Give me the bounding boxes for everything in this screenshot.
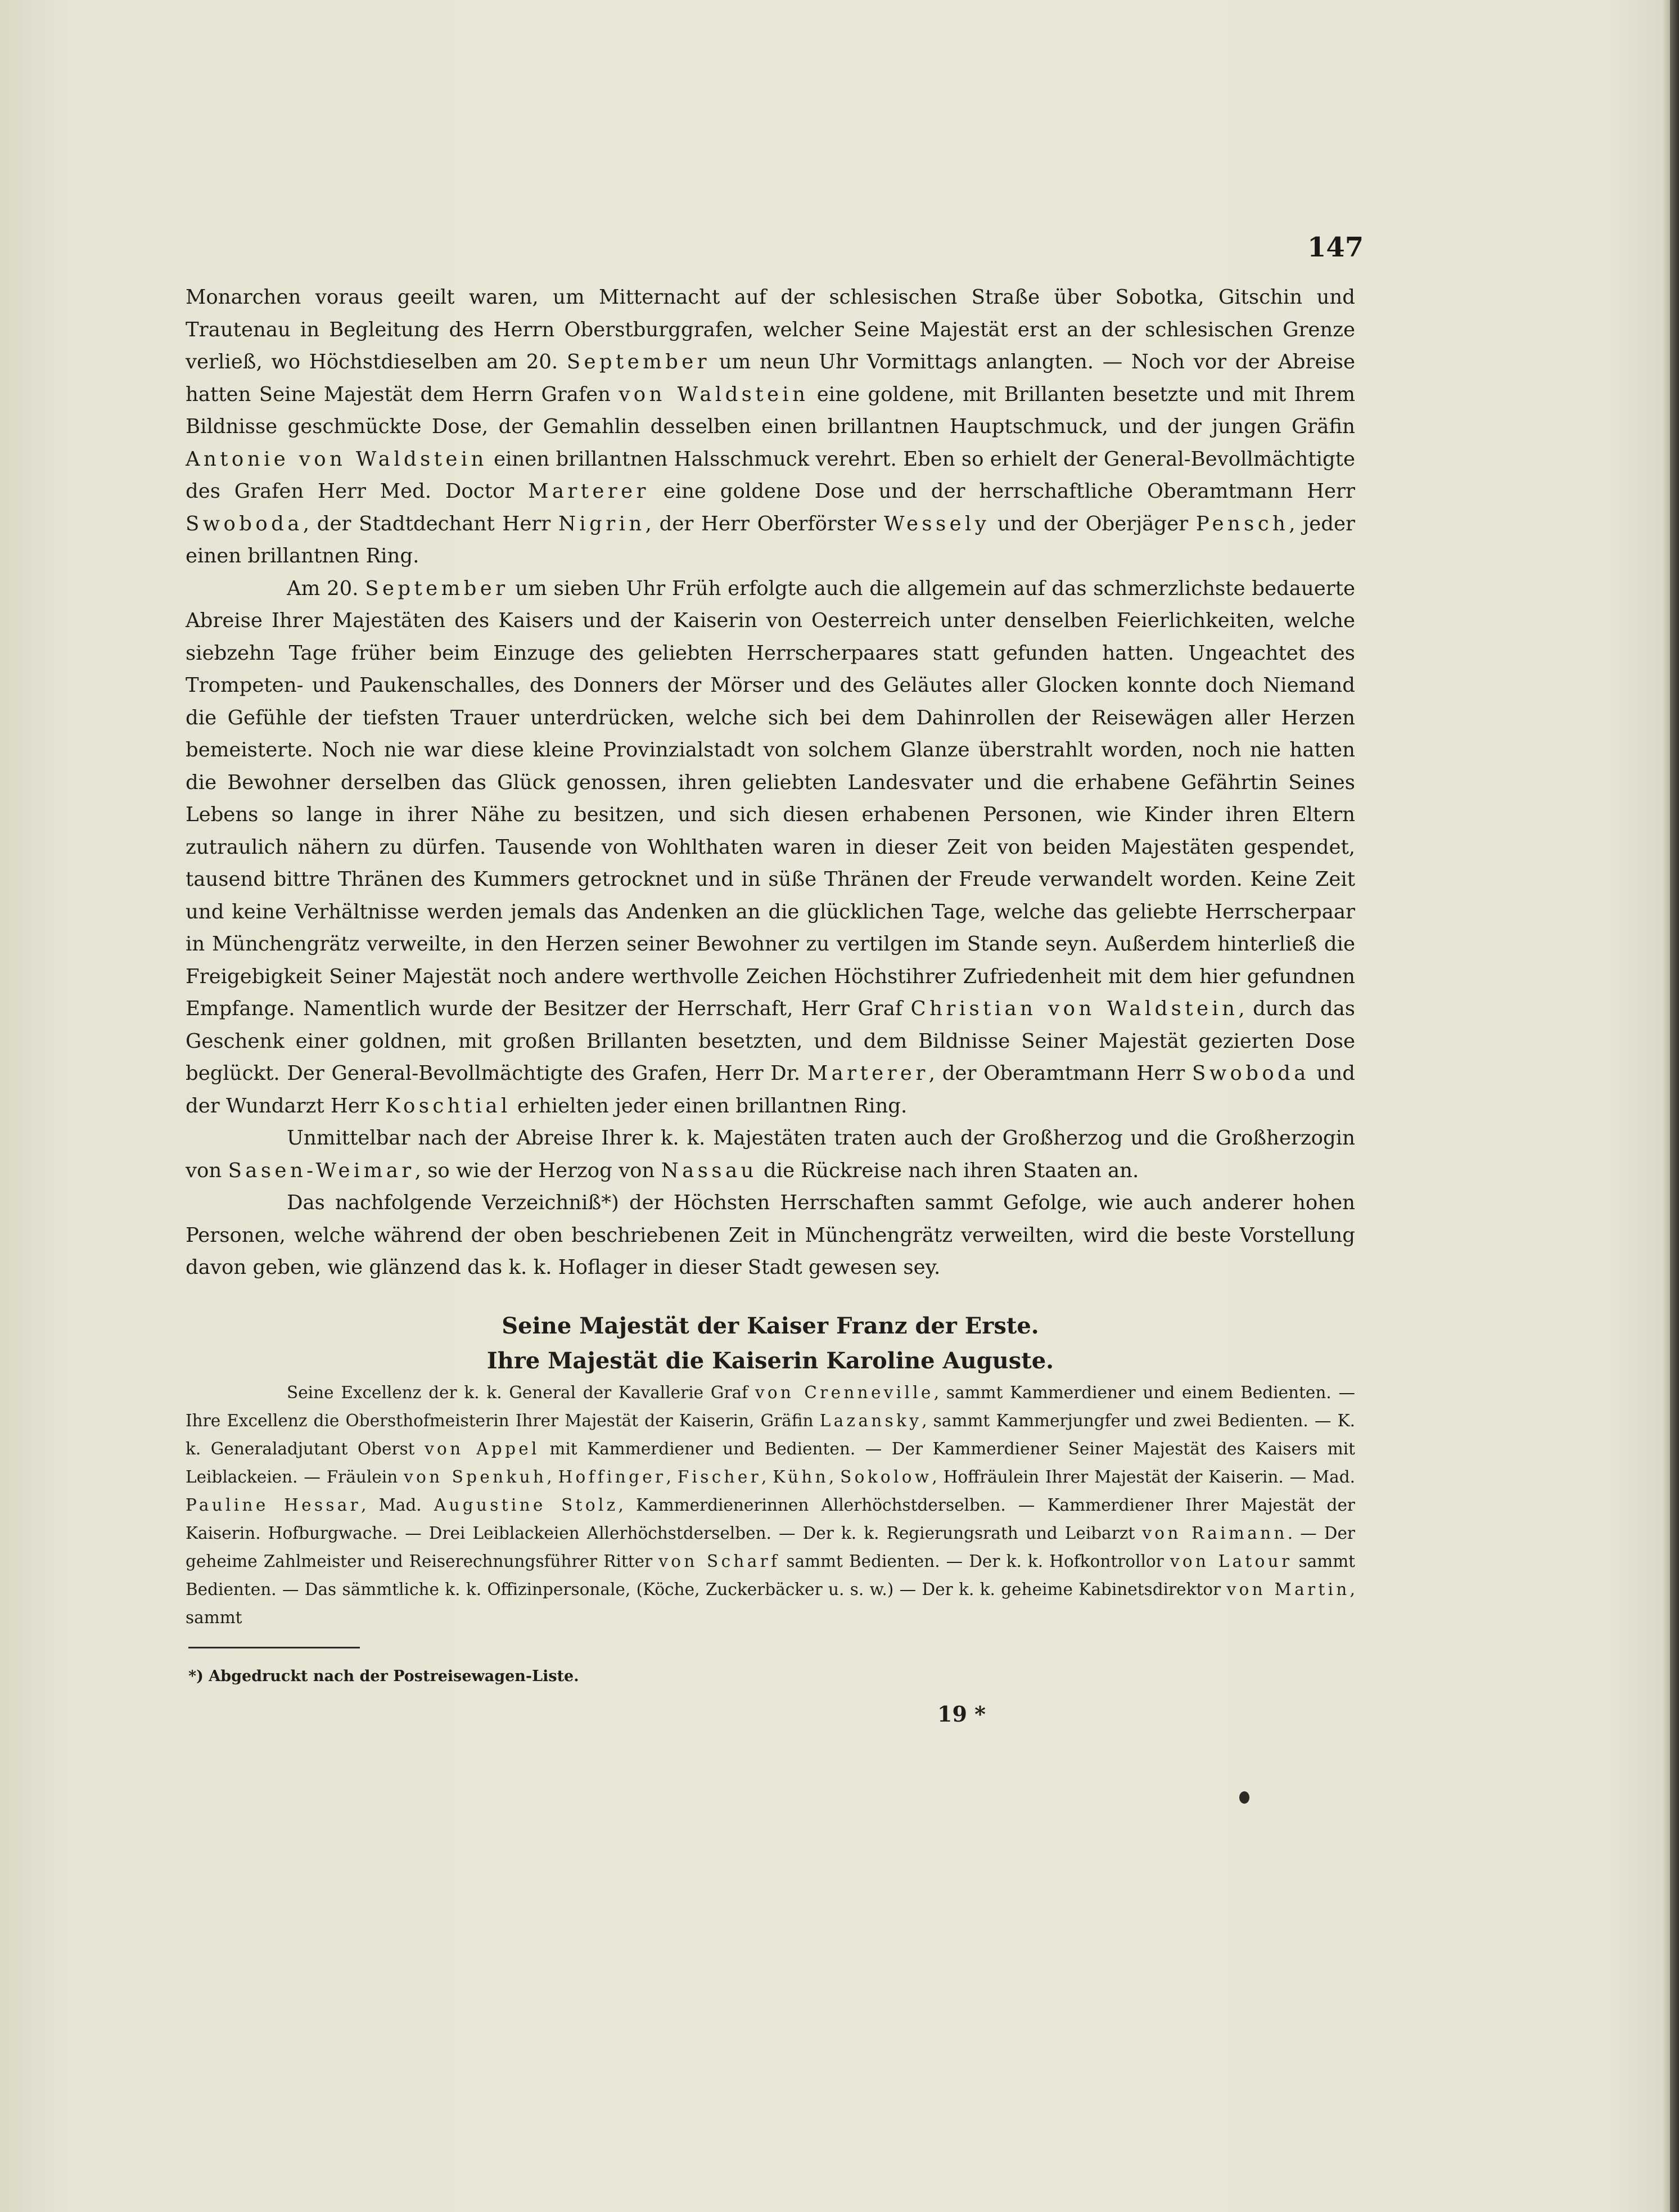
main-text (186, 281, 1355, 1632)
spaced-name: September (365, 576, 509, 600)
spaced-name: Pauline Hessar (186, 1495, 362, 1515)
text-run: eine goldene, mit Brillanten besetzte und mit Ihrem Bildnisse geschmückte Dose, der Gemahlin desselben einen brillantnen Hauptschmuck, und der jungen Gräfin (186, 382, 1355, 438)
spaced-name: von Latour (1170, 1551, 1293, 1571)
spaced-name: Nigrin (558, 512, 646, 535)
spaced-name: Sasen-Weimar (228, 1159, 415, 1182)
spaced-name: Kühn (773, 1467, 829, 1486)
spaced-name: Lazansky (819, 1411, 922, 1430)
page-number: 147 (1307, 232, 1364, 263)
spaced-name: Swoboda (1192, 1062, 1310, 1085)
text-run: , durch das Geschenk einer goldnen, mit großen Brillanten besetzten, und dem Bildnisse Seiner Majestät gezierten Dose beglückt. Der General-Bevollmächtigte des Grafen, Herr Dr. (186, 997, 1356, 1085)
text-run: Seine Excellenz der k. k. General der Kavallerie Graf (287, 1382, 755, 1402)
footnote-rule (188, 1647, 360, 1648)
spaced-name: von Spenkuh (404, 1467, 547, 1486)
footnote: *) Abgedruckt nach der Postreisewagen-Liste. (188, 1668, 579, 1685)
text-run: um neun Uhr Vormittags anlangten. — Noch vor der Abreise hatten Seine Majestät dem Herrn Grafen (186, 350, 1355, 406)
text-run: , Kammerdienerinnen Allerhöchstderselben. — Kammerdiener Ihrer Majestät der Kaiserin. Hofburgwache. — Drei Leiblackeien Allerhöchstderselben. — Der k. k. Regierungsrath und Leibarzt (186, 1495, 1356, 1543)
text-run: , sammt (186, 1579, 1355, 1627)
spaced-name: Marterer (807, 1062, 929, 1085)
text-run: , Mad. (361, 1495, 434, 1515)
text-run: , so wie der Herzog von (414, 1159, 661, 1182)
text-run: erhielten jeder einen brillantnen Ring. (511, 1094, 908, 1118)
spaced-name: Swoboda (186, 512, 303, 535)
text-run: , jeder einen brillantnen Ring. (186, 512, 1355, 567)
spaced-name: von Appel (425, 1439, 540, 1458)
text-run: , Hoffräulein Ihrer Majestät der Kaiserin. — Mad. (932, 1467, 1355, 1486)
spaced-name: von Martin (1226, 1579, 1350, 1599)
spaced-name: Sokolow (840, 1467, 932, 1486)
text-run: Monarchen voraus geeilt waren, um Mitternacht auf der schlesischen Straße über Sobotka, Gitschin und Trautenau in Begleitung des Herrn Oberstburggrafen, welcher Seine Majestät erst an der schlesischen Grenze verließ, wo Höchstdieselben am 20. (186, 286, 1355, 373)
text-run: eine goldene Dose und der herrschaftliche Oberamtmann Herr (649, 480, 1355, 503)
text-run: einen brillantnen Halsschmuck verehrt. Eben so erhielt der General-Bevollmächtigte des Grafen Herr Med. Doctor (186, 447, 1356, 503)
heading-kaiserin: Ihre Majestät die Kaiserin Karoline Auguste. (486, 1347, 1054, 1374)
spaced-name: September (566, 350, 711, 373)
spaced-name: Hoffinger (558, 1467, 666, 1486)
text-run: , (666, 1467, 678, 1486)
text-run: Unmittelbar nach der Abreise Ihrer k. k. Majestäten traten auch der Großherzog und die Großherzogin von (186, 1127, 1355, 1182)
spaced-name: Augustine Stolz (434, 1495, 619, 1515)
spaced-name: Christian von Waldstein (910, 997, 1239, 1020)
entourage-list (186, 1378, 1355, 1632)
text-run: und der Oberjäger (990, 512, 1196, 535)
text-run: , der Herr Oberförster (645, 512, 884, 535)
page-edge-shadow (1662, 0, 1670, 2212)
spaced-name: von Waldstein (619, 382, 809, 406)
text-run: mit Kammerdiener und Bedienten. — Der Kammerdiener Seiner Majestät des Kaisers mit Leiblackeien. — Fräulein (186, 1439, 1356, 1486)
spaced-name: Antonie von Waldstein (186, 447, 488, 471)
text-run: , (828, 1467, 841, 1486)
spaced-name: Fischer (677, 1467, 762, 1486)
text-run: , (761, 1467, 773, 1486)
spaced-name: Nassau (661, 1159, 757, 1182)
spaced-name: von Crenneville (755, 1382, 934, 1402)
text-run: . — Der geheime Zahlmeister und Reiserechnungsführer Ritter (186, 1523, 1355, 1571)
text-run: , (547, 1467, 558, 1486)
spaced-name: Wessely (884, 512, 990, 535)
text-run: Am 20. (287, 576, 365, 600)
paragraph (186, 281, 1355, 573)
paragraph (186, 1187, 1355, 1284)
book-edge (1670, 0, 1679, 2212)
signature-mark: 19 * (937, 1701, 986, 1727)
ink-speck (1239, 1791, 1249, 1804)
text-run: und der Wundarzt Herr (186, 1062, 1355, 1118)
text-run: sammt Bedienten. — Der k. k. Hofkontrollor (780, 1551, 1170, 1571)
text-run: sammt Bedienten. — Das sämmtliche k. k. Offizinpersonale, (Köche, Zuckerbäcker u. s. w.) — Der k. k. geheime Kabinetsdirektor (186, 1551, 1356, 1599)
text-run: die Rückreise nach ihren Staaten an. (757, 1159, 1139, 1182)
text-run: um sieben Uhr Früh erfolgte auch die allgemein auf das schmerzlichste bedauerte Abreise Ihrer Majestäten des Kaisers und der Kaiserin von Oesterreich unter denselben Feierlichkeiten, welche siebzehn Tage früher beim Einzuge des geliebten Herrscherpaares statt gefunden hatten. Ungeachtet des Trompeten- und Paukenschalles, des Donners der Mörser und des Geläutes aller Glocken konnte doch Niemand die Gefühle der tiefsten Trauer unterdrücken, welche sich bei dem Dahinrollen der Reisewägen aller Herzen bemeisterte. Noch nie war diese kleine Provinzialstadt von solchem Glanze überstrahlt worden, noch nie hatten die Bewohner derselben das Glück genossen, ihren geliebten Landesvater und die erhabene Gefährtin Seines Lebens so lange in ihrer Nähe zu besitzen, und sich diesen erhabenen Personen, wie Kinder ihren Eltern zutraulich nähern zu dürfen. Tausende von Wohlthaten waren in dieser Zeit von beiden Majestäten gespendet, tausend bittre Thränen des Kummers getrocknet und in süße Thränen der Freude verwandelt worden. Keine Zeit und keine Verhältnisse werden jemals das Andenken an die glücklichen Tage, welche das geliebte Herrscherpaar in Münchengrätz verweilte, in den Herzen seiner Bewohner zu vertilgen im Stande seyn. Außerdem hinterließ die Freigebigkeit Seiner Majestät noch andere werthvolle Zeichen Höchstihrer Zufriedenheit mit dem hier gefundnen Empfange. Namentlich wurde der Besitzer der Herrschaft, Herr Graf (186, 576, 1355, 1020)
spaced-name: von Scharf (658, 1551, 780, 1571)
text-run: , sammt Kammerdiener und einem Bedienten. — Ihre Excellenz die Obersthofmeisterin Ihrer Majestät der Kaiserin, Gräfin (186, 1382, 1355, 1430)
spaced-name: von Raimann (1142, 1523, 1288, 1543)
spaced-name: Pensch (1195, 512, 1289, 535)
text-run: Das nachfolgende Verzeichniß*) der Höchsten Herrschaften sammt Gefolge, wie auch anderer hohen Personen, welche während der oben beschriebenen Zeit in Münchengrätz verweilten, wird die beste Vorstellung davon geben, wie glänzend das k. k. Hoflager in dieser Stadt gewesen sey. (186, 1191, 1355, 1279)
spaced-name: Marterer (528, 480, 649, 503)
paragraph (186, 573, 1355, 1123)
paragraph (186, 1122, 1355, 1187)
text-run: , sammt Kammerjungfer und zwei Bedienten. — K. k. Generaladjutant Oberst (186, 1411, 1355, 1458)
heading-kaiser: Seine Majestät der Kaiser Franz der Erste. (502, 1312, 1039, 1339)
text-run: , der Oberamtmann Herr (928, 1062, 1192, 1085)
text-run: , der Stadtdechant Herr (303, 512, 558, 535)
spaced-name: Koschtial (385, 1094, 511, 1118)
